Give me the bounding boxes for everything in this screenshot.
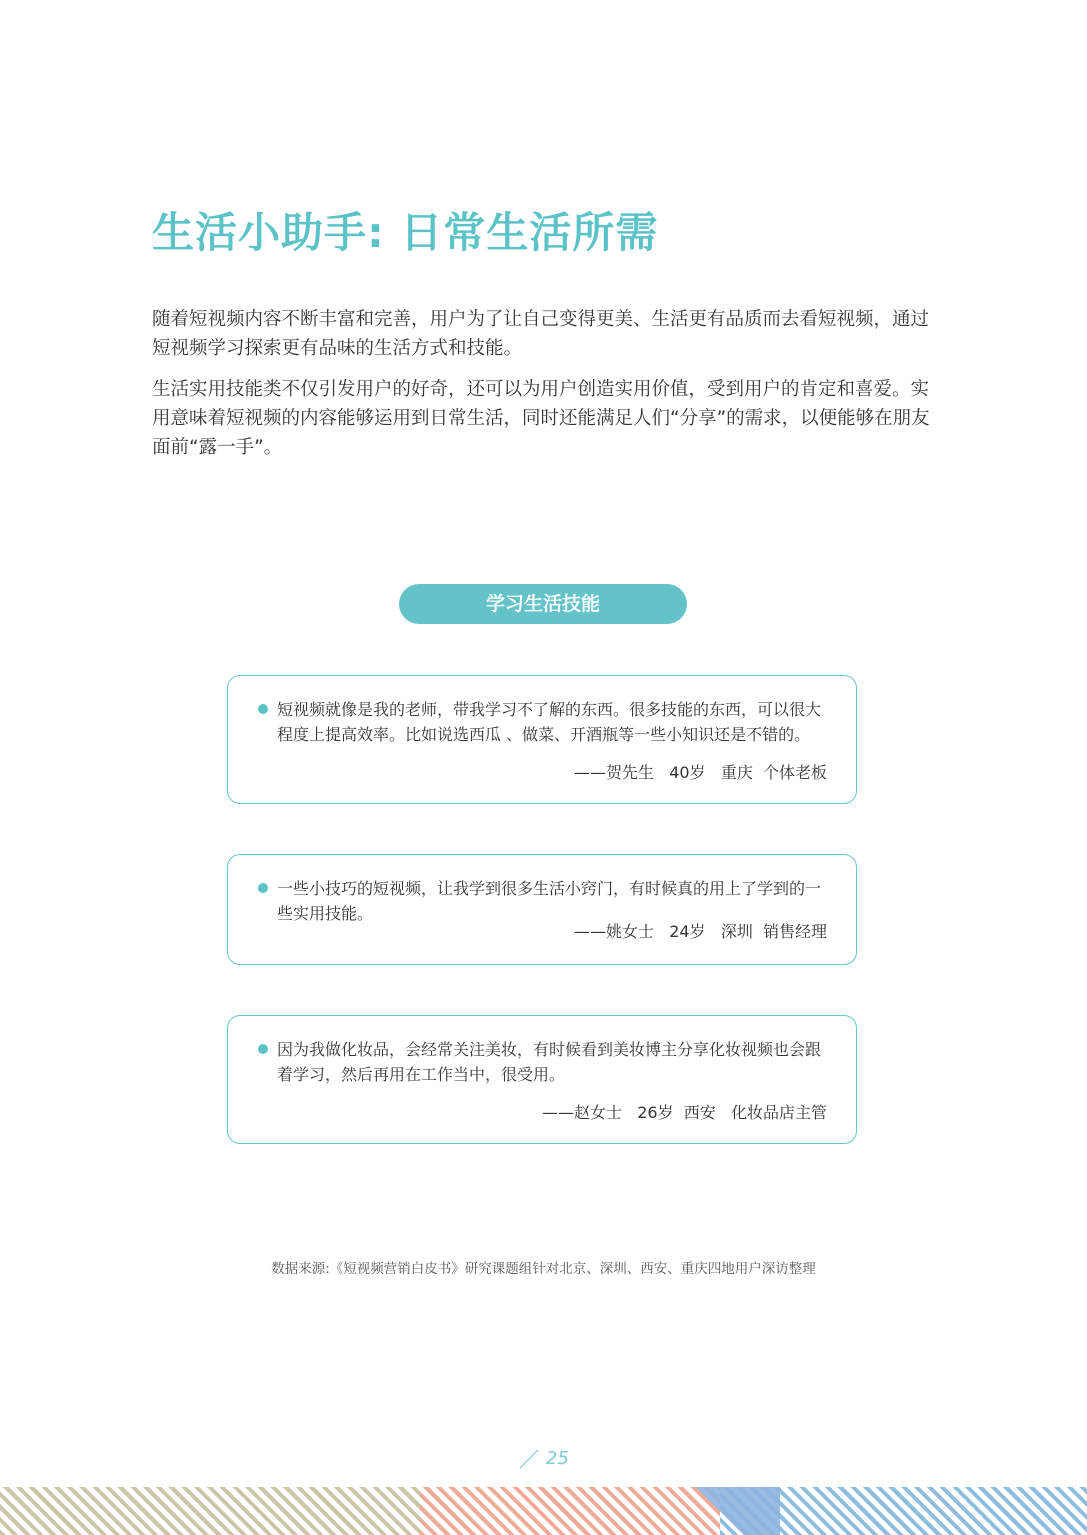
- quote-card: [227, 675, 857, 804]
- page-number-text: 25: [545, 1448, 569, 1469]
- bullet-dot-icon: [258, 1044, 268, 1054]
- quote-text: 因为我做化妆品，会经常关注美妆，有时候看到美妆博主分享化妆视频也会跟着学习，然后再用在工作当中，很受用。: [277, 1040, 822, 1084]
- slash-icon: [518, 1449, 540, 1469]
- bullet-dot-icon: [258, 704, 268, 714]
- quote-attribution: ——赵女士 26岁 西安 化妆品店主管: [541, 1103, 827, 1122]
- quote-attribution: ——贺先生 40岁 重庆 个体老板: [573, 763, 827, 782]
- quote-card: [227, 854, 857, 965]
- stripe-band-blue-overlay: [660, 1487, 780, 1535]
- page-title: 生活小助手: 日常生活所需: [152, 208, 659, 257]
- quote-card: [227, 1015, 857, 1144]
- footer-stripes: [0, 1487, 1087, 1535]
- intro-paragraph: 随着短视频内容不断丰富和完善，用户为了让自己变得更美、生活更有品质而去看短视频，通过短视频学习探索更有品味的生活方式和技能。: [152, 309, 930, 359]
- source-note: 数据来源:《短视频营销白皮书》研究课题组针对北京、深圳、西安、重庆四地用户深访整理: [271, 1261, 816, 1277]
- quote-text: 短视频就像是我的老师，带我学习不了解的东西。很多技能的东西，可以很大程度上提高效率。比如说选西瓜 、做菜、开酒瓶等一些小知识还是不错的。: [277, 700, 822, 744]
- quote-text: 一些小技巧的短视频，让我学到很多生活小窍门，有时候真的用上了学到的一些实用技能。: [277, 879, 822, 923]
- quote-attribution: ——姚女士 24岁 深圳 销售经理: [573, 922, 827, 941]
- section-label: 学习生活技能: [399, 584, 687, 624]
- body-paragraph: 生活实用技能类不仅引发用户的好奇，还可以为用户创造实用价值，受到用户的肯定和喜爱。实用意味着短视频的内容能够运用到日常生活，同时还能满足人们“分享”的需求，以便能够在朋友面前“露一手”。: [152, 379, 930, 458]
- stripe-band-olive: [0, 1487, 420, 1535]
- bullet-dot-icon: [258, 883, 268, 893]
- page-number: [0, 1448, 1087, 1469]
